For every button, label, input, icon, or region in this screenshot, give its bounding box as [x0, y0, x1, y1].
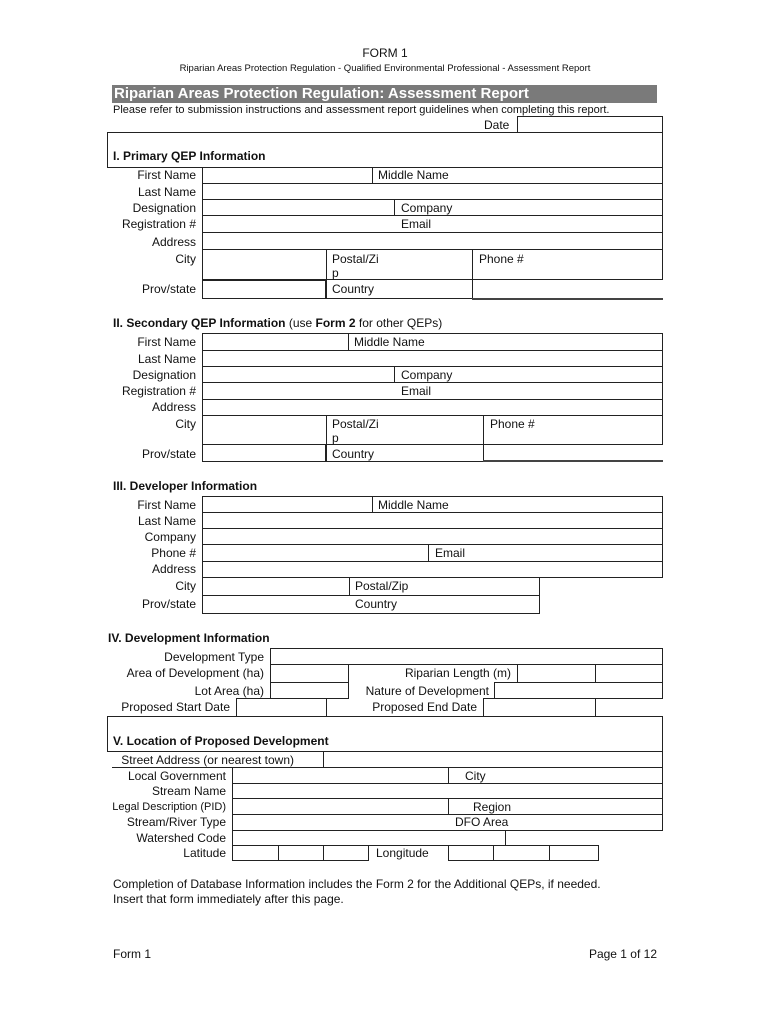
s3-country-label: Country — [355, 597, 398, 611]
s1-middle-name-label: Middle Name — [378, 168, 449, 182]
s3-last-name-label: Last Name — [137, 514, 196, 528]
s2-middle-name-label: Middle Name — [354, 335, 425, 349]
s3-address-field[interactable] — [202, 561, 663, 578]
s5-street-field[interactable] — [323, 751, 663, 768]
s1-prov-label: Prov/state — [141, 282, 196, 296]
s5-river-type-label: Stream/River Type — [126, 815, 226, 829]
instructions-text: Please refer to submission instructions and assessment report guidelines when completing this report. — [113, 104, 610, 116]
s3-postal-label: Postal/Zip — [355, 579, 409, 593]
s3-company-label: Company — [144, 530, 196, 544]
s5-dfo-label: DFO Area — [455, 815, 509, 829]
s1-first-name-label: First Name — [137, 168, 196, 182]
s3-prov-label: Prov/state — [141, 597, 196, 611]
s5-latitude-field[interactable] — [232, 845, 369, 861]
s4-start-field[interactable] — [236, 698, 327, 717]
s1-email-label: Email — [401, 217, 432, 231]
s4-riparian-field[interactable] — [517, 664, 663, 683]
s2-address-field[interactable] — [202, 399, 663, 416]
s4-riparian-label: Riparian Length (m) — [404, 666, 511, 680]
s1-company-label: Company — [401, 201, 453, 215]
s5-stream-field[interactable] — [232, 783, 663, 799]
s2-phone-label: Phone # — [490, 417, 535, 431]
s2-registration-field[interactable] — [202, 382, 663, 400]
s1-city-label: City — [175, 252, 196, 266]
s2-first-name-field[interactable] — [202, 333, 663, 351]
s3-city-label: City — [175, 579, 196, 593]
s5-city-label: City — [465, 769, 486, 783]
s5-longitude-field[interactable] — [448, 845, 599, 861]
s2-registration-label: Registration # — [121, 384, 196, 398]
s5-legal-label: Legal Description (PID) — [112, 801, 226, 813]
s4-lot-field[interactable] — [270, 682, 349, 699]
s1-designation-label: Designation — [132, 201, 196, 215]
s2-designation-label: Designation — [132, 368, 196, 382]
s4-nature-label: Nature of Development — [365, 684, 489, 698]
s3-first-name-label: First Name — [137, 498, 196, 512]
s1-prov-field[interactable] — [202, 280, 326, 299]
s2-company-label: Company — [401, 368, 453, 382]
s5-region-label: Region — [473, 800, 512, 814]
s3-company-field[interactable] — [202, 528, 663, 545]
section-2-heading: II. Secondary QEP Information (use Form 2 for other QEPs) — [113, 316, 443, 330]
s1-postal-label: Postal/Zip — [332, 252, 379, 280]
s3-phone-field[interactable] — [202, 544, 663, 562]
s3-email-label: Email — [435, 546, 466, 560]
s2-address-label: Address — [151, 400, 196, 414]
s2-prov-field[interactable] — [202, 444, 326, 462]
s2-last-name-label: Last Name — [137, 352, 196, 366]
s2-postal-label: Postal/Zip — [332, 417, 379, 445]
s2-city-label: City — [175, 417, 196, 431]
s3-last-name-field[interactable] — [202, 512, 663, 529]
s5-river-type-field[interactable] — [232, 814, 663, 831]
s4-start-label: Proposed Start Date — [121, 700, 230, 714]
s1-country-label: Country — [332, 282, 375, 296]
s4-end-field[interactable] — [483, 698, 596, 717]
s4-nature-field[interactable] — [494, 682, 663, 699]
s4-end-label: Proposed End Date — [372, 700, 477, 714]
section-3-heading: III. Developer Information — [113, 479, 258, 493]
s2-first-name-label: First Name — [137, 335, 196, 349]
form-subtitle: Riparian Areas Protection Regulation - Qualified Environmental Professional - Assessment Report — [179, 63, 591, 74]
section-4-heading: IV. Development Information — [108, 631, 270, 645]
s5-watershed-field[interactable] — [232, 830, 506, 846]
s4-lot-label: Lot Area (ha) — [194, 684, 264, 698]
s4-area-label: Area of Development (ha) — [126, 666, 264, 680]
s4-area-field[interactable] — [270, 664, 349, 683]
s2-city-field[interactable] — [202, 415, 663, 445]
s1-city-field[interactable] — [202, 249, 663, 280]
s1-address-label: Address — [151, 235, 196, 249]
s3-address-label: Address — [151, 562, 196, 576]
s3-phone-label: Phone # — [151, 546, 196, 560]
s2-email-label: Email — [401, 384, 432, 398]
s3-middle-name-label: Middle Name — [378, 498, 449, 512]
s2-prov-label: Prov/state — [141, 447, 196, 461]
date-field[interactable] — [517, 116, 663, 133]
s1-phone-label: Phone # — [479, 252, 524, 266]
s5-longitude-label: Longitude — [376, 846, 429, 860]
date-label: Date — [484, 118, 510, 132]
s1-registration-field[interactable] — [202, 215, 663, 233]
section-5-heading: V. Location of Proposed Development — [113, 734, 329, 748]
section-1-heading: I. Primary QEP Information — [113, 149, 266, 163]
s2-last-name-field[interactable] — [202, 350, 663, 367]
note-line-1: Completion of Database Information includes the Form 2 for the Additional QEPs, if needed. — [113, 877, 601, 891]
s1-registration-label: Registration # — [121, 217, 196, 231]
s5-stream-label: Stream Name — [151, 784, 226, 798]
s5-street-label: Street Address (or nearest town) — [121, 753, 294, 767]
s2-country-label: Country — [332, 447, 375, 461]
form-number: FORM 1 — [362, 46, 408, 60]
s4-dev-type-label: Development Type — [164, 650, 264, 664]
s1-last-name-label: Last Name — [137, 185, 196, 199]
s4-dev-type-field[interactable] — [270, 648, 663, 665]
footer-form-label: Form 1 — [113, 947, 152, 961]
title-banner: Riparian Areas Protection Regulation: Assessment Report — [112, 85, 657, 103]
s5-latitude-label: Latitude — [183, 846, 226, 860]
s1-last-name-field[interactable] — [202, 183, 663, 200]
s5-watershed-label: Watershed Code — [136, 831, 226, 845]
s5-local-gov-label: Local Government — [127, 769, 226, 783]
note-line-2: Insert that form immediately after this page. — [113, 892, 344, 906]
footer-page-number: Page 1 of 12 — [588, 947, 657, 961]
s1-address-field[interactable] — [202, 232, 663, 250]
